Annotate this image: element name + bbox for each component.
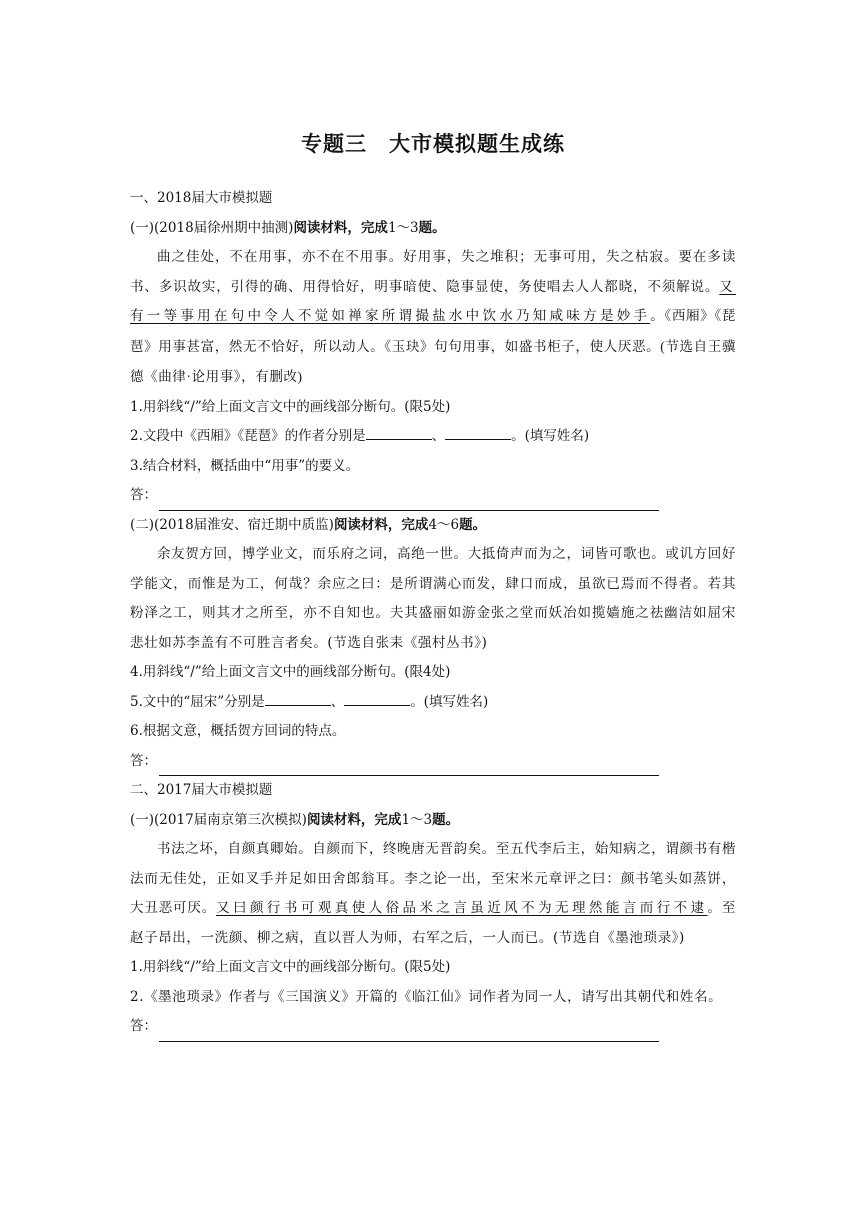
- passage-text: 。《西厢》《琵琶》用事甚富，然无不恰好，所以动人。《玉玦》句句用事，如盛书柜子，使人厌恶。: [130, 308, 736, 355]
- section-2018: [130, 184, 736, 776]
- passage-source: (节选自王骥德《曲律·论用事》，有删改): [130, 338, 736, 384]
- question-text: 。(填写姓名): [410, 693, 489, 710]
- group-range: 4～6: [428, 516, 460, 533]
- group-instruction: 阅读材料，完成: [333, 516, 429, 533]
- passage: [130, 243, 736, 393]
- group-heading: [130, 806, 736, 836]
- underlined-passage: 又曰颜行书可观真使人俗品米之言虽近风不为无理然能言而行不逮: [216, 900, 708, 916]
- group-instruction-end: 题。: [459, 516, 487, 533]
- passage: [130, 835, 736, 953]
- question-2: [130, 422, 736, 452]
- group-source: (二)(2018届淮安、宿迁期中质监): [130, 516, 334, 533]
- group-heading: [130, 214, 736, 244]
- group-range: 1～3: [387, 219, 419, 236]
- answer-line[interactable]: [159, 489, 659, 511]
- answer-blank[interactable]: [366, 424, 432, 440]
- answer-label: 答：: [130, 1018, 157, 1034]
- passage-source: (节选自张耒《强村丛书》): [327, 634, 488, 651]
- answer-blank[interactable]: [344, 690, 410, 706]
- answer-line[interactable]: [159, 1020, 659, 1042]
- group-instruction: 阅读材料，完成: [293, 219, 388, 236]
- answer-blank[interactable]: [265, 690, 331, 706]
- passage-text: 。至赵子昂出，一洗颜、柳之病，直以晋人为师，右军之后，一人而已。: [130, 900, 736, 946]
- page-title: 专题三 大市模拟题生成练: [301, 132, 565, 156]
- question-6: 6.根据文意，概括贺方回词的特点。: [130, 723, 346, 739]
- passage-text: 曲之佳处，不在用事，亦不在不用事。好用事，失之堆积；无事可用，失之枯寂。要在多读书、多识故实，引得的确、用得恰好，明事暗使、隐事显使，务使唱去人人都晓，不须解说。: [130, 249, 736, 295]
- underlined-passage: 又有一等事用在句中令人不觉如禅家所谓撮盐水中饮水乃知咸味方是妙手: [130, 278, 736, 324]
- question-2: 2.《墨池琐录》作者与《三国演义》开篇的《临江仙》词作者为同一人，请写出其朝代和姓名。: [130, 988, 723, 1005]
- passage-text: 书法之坏，自颜真卿始。自颜而下，终晚唐无晋韵矣。至五代李后主，始知病之，谓颜书有楷法而无佳处，正如叉手并足如田舍郎翁耳。李之论一出，至宋米元章评之曰：颜书笔头如蒸饼，大丑恶可厌。: [130, 841, 736, 916]
- section-heading: 二、2017届大市模拟题: [130, 782, 273, 798]
- question-4: 4.用斜线“/”给上面文言文中的画线部分断句。(限4处): [130, 664, 451, 680]
- separator: 、: [330, 693, 345, 710]
- group-range: 1～3: [401, 811, 433, 828]
- group-instruction-end: 题。: [418, 219, 446, 236]
- answer-row: [130, 747, 736, 777]
- section-heading: 一、2018届大市模拟题: [130, 190, 273, 206]
- group-source: (一)(2018届徐州期中抽测): [130, 219, 294, 236]
- group-instruction: 阅读材料，完成: [306, 811, 402, 828]
- separator: 、: [431, 428, 446, 444]
- section-2017: [130, 776, 736, 1042]
- question-text: 。(填写姓名): [511, 428, 590, 444]
- answer-blank[interactable]: [445, 424, 511, 440]
- group-instruction-end: 题。: [432, 811, 460, 828]
- group-source: (一)(2017届南京第三次模拟): [130, 811, 307, 828]
- answer-label: 答：: [130, 487, 157, 503]
- question-5: [130, 688, 736, 718]
- question-text: 2.文段中《西厢》《琵琶》的作者分别是: [130, 428, 366, 444]
- passage-text: 余友贺方回，博学业文，而乐府之词，高绝一世。大抵倚声而为之，词皆可歌也。或讥方回好学能文，而惟是为工，何哉？余应之曰：是所谓满心而发，肆口而成，虽欲已焉而不得者。若其粉泽之工，则其才之所至，亦不自知也。夫其盛丽如游金张之堂而妖冶如揽嫱施之祛幽洁如屈宋悲壮如苏李盖有不可胜言者矣。: [130, 546, 736, 651]
- document-page: [130, 128, 736, 1042]
- question-1: 1.用斜线“/”给上面文言文中的画线部分断句。(限5处): [130, 398, 451, 415]
- question-1: 1.用斜线“/”给上面文言文中的画线部分断句。(限5处): [130, 959, 451, 975]
- answer-line[interactable]: [159, 754, 659, 776]
- group-heading: [130, 511, 736, 541]
- answer-label: 答：: [130, 752, 157, 769]
- question-text: 5.文中的“屈宋”分别是: [130, 693, 265, 710]
- answer-row: [130, 481, 736, 511]
- passage: [130, 540, 736, 658]
- passage-source: (节选自《墨池琐录》): [553, 929, 685, 946]
- answer-row: [130, 1012, 736, 1042]
- question-3: 3.结合材料，概括曲中“用事”的要义。: [130, 457, 360, 474]
